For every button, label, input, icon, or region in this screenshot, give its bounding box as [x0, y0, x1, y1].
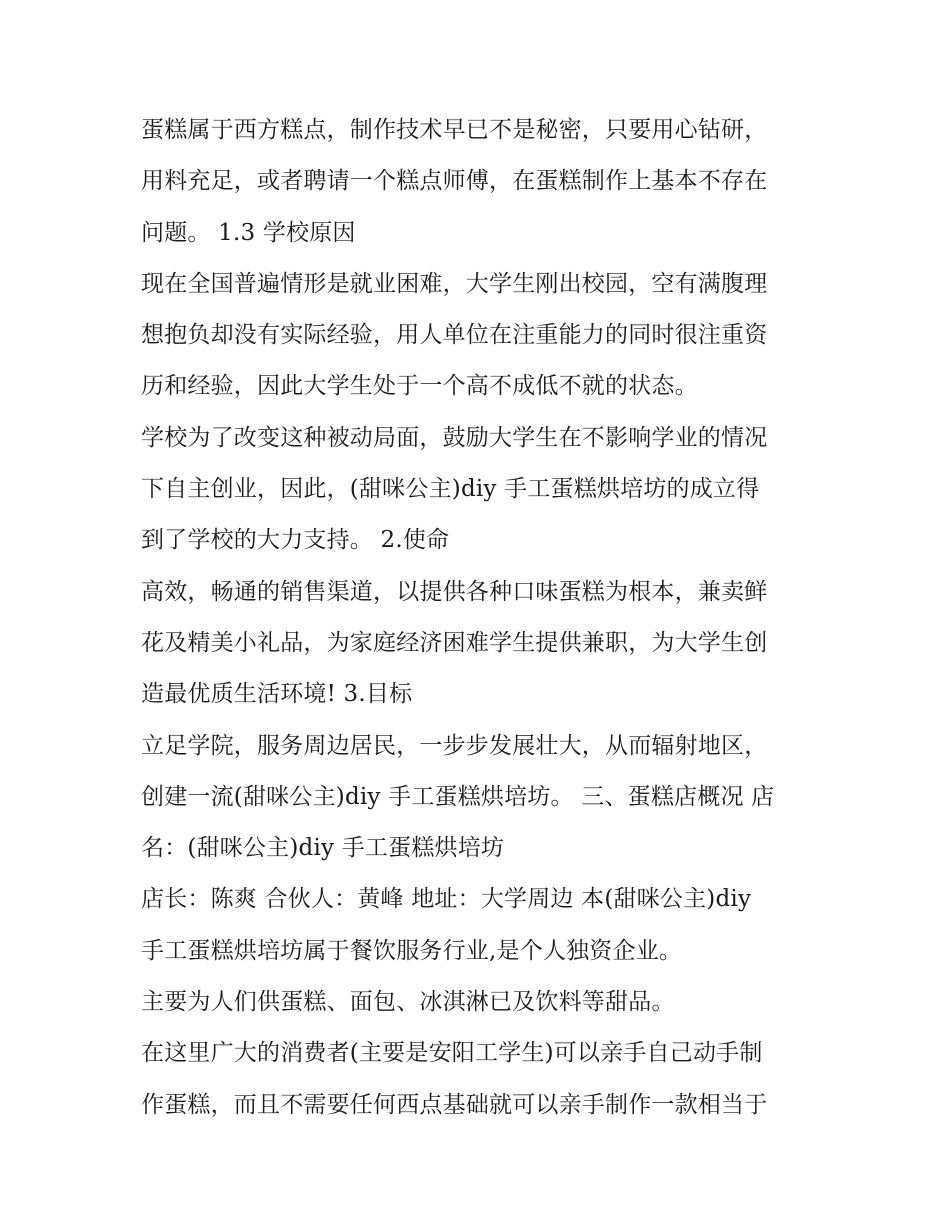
text-line: 造最优质生活环境! 3.目标: [141, 681, 413, 708]
text-line: 历和经验，因此大学生处于一个高不成低不就的状态。: [141, 373, 698, 400]
document-body: [141, 105, 821, 1131]
text-line: 用料充足，或者聘请一个糕点师傅，在蛋糕制作上基本不存在: [141, 168, 768, 195]
paragraph-shop-info: [141, 874, 821, 977]
paragraph-cake-tech: [141, 105, 821, 259]
text-line: 花及精美小礼品，为家庭经济困难学生提供兼职，为大学生创: [141, 629, 768, 656]
text-line: 作蛋糕，而且不需要任何西点基础就可以亲手制作一款相当于: [141, 1091, 768, 1118]
text-line: 蛋糕属于西方糕点，制作技术早已不是秘密，只要用心钻研，: [141, 117, 768, 143]
paragraph-diy-experience: [141, 1028, 821, 1131]
text-line: 主要为人们供蛋糕、面包、冰淇淋已及饮料等甜品。: [141, 989, 675, 1016]
text-line: 学校为了改变这种被动局面，鼓励大学生在不影响学业的情况: [141, 424, 768, 451]
text-line: 高效，畅通的销售渠道，以提供各种口味蛋糕为根本，兼卖鲜: [141, 578, 768, 605]
text-line: 店长：陈爽 合伙人：黄峰 地址：大学周边 本(甜咪公主)diy: [141, 886, 752, 913]
paragraph-school-support: [141, 413, 821, 567]
paragraph-products: [141, 977, 821, 1028]
text-line: 到了学校的大力支持。 2.使命: [141, 527, 450, 554]
paragraph-mission: [141, 567, 821, 721]
paragraph-goal: [141, 721, 821, 875]
text-line: 立足学院，服务周边居民，一步步发展壮大，从而辐射地区，: [141, 732, 768, 759]
text-line: 手工蛋糕烘培坊属于餐饮服务行业,是个人独资企业。: [141, 937, 683, 964]
text-line: 创建一流(甜咪公主)diy 手工蛋糕烘培坊。 三、蛋糕店概况 店: [141, 783, 775, 810]
text-line: 问题。 1.3 学校原因: [141, 219, 356, 246]
text-line: 想抱负却没有实际经验，用人单位在注重能力的同时很注重资: [141, 322, 768, 349]
text-line: 名：(甜咪公主)diy 手工蛋糕烘培坊: [141, 835, 505, 862]
text-line: 下自主创业，因此，(甜咪公主)diy 手工蛋糕烘培坊的成立得: [141, 476, 760, 503]
text-line: 在这里广大的消费者(主要是安阳工学生)可以亲手自己动手制: [141, 1040, 763, 1067]
text-line: 现在全国普遍情形是就业困难，大学生刚出校园，空有满腹理: [141, 270, 768, 297]
paragraph-employment: [141, 259, 821, 413]
